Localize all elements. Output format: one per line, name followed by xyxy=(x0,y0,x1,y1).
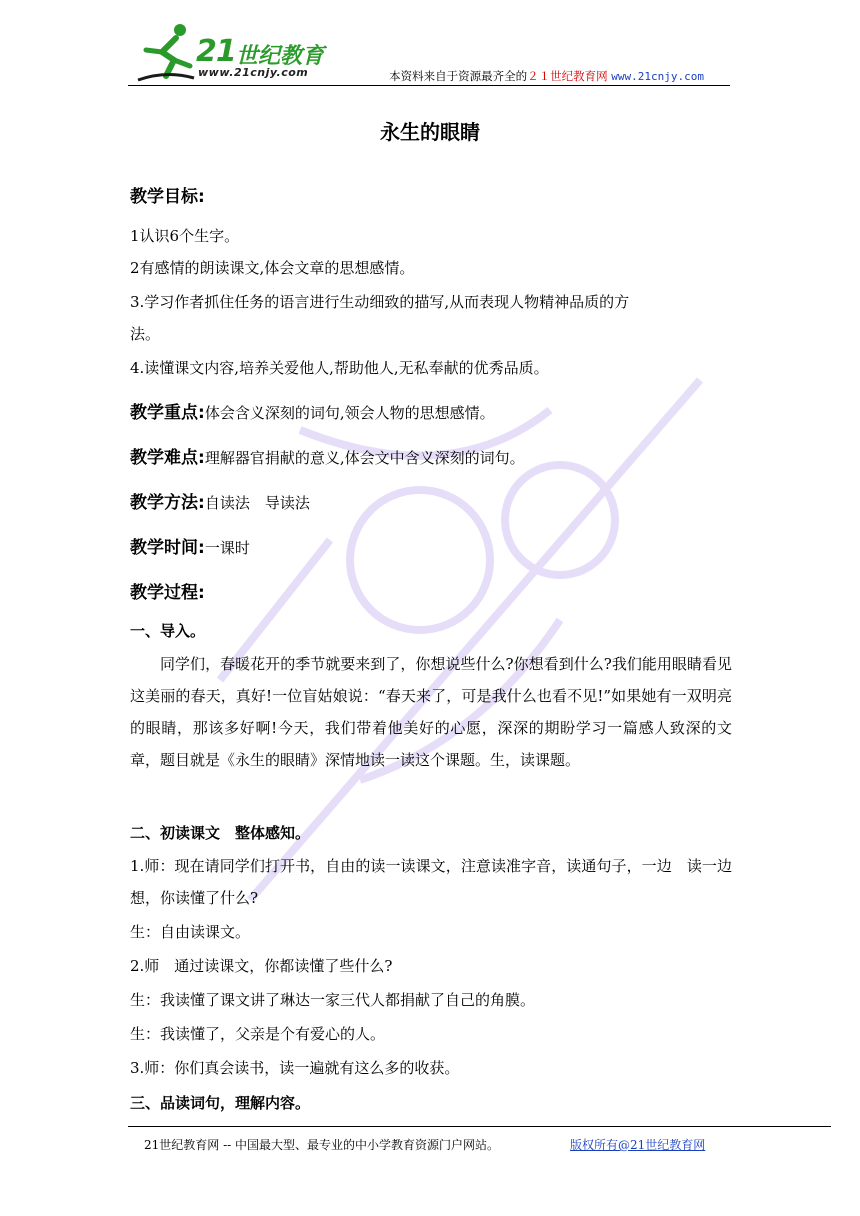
objective-item: 4.读懂课文内容,培养关爱他人,帮助他人,无私奉献的优秀品质。 xyxy=(130,359,549,377)
header-url-link[interactable]: www.21cnjy.com xyxy=(611,70,704,83)
dialogue-line: 生：我读懂了课文讲了琳达一家三代人都捐献了自己的角膜。 xyxy=(130,991,536,1009)
dialogue-line: 3.师：你们真会读书，读一遍就有这么多的收获。 xyxy=(130,1059,460,1077)
copyright-link[interactable]: 版权所有@21世纪教育网 xyxy=(570,1138,706,1152)
difficulties-text: 理解器官捐献的意义,体会文中含义深刻的词句。 xyxy=(204,449,525,467)
objective-item: 法。 xyxy=(130,325,161,343)
section-3-title: 三、品读词句，理解内容。 xyxy=(130,1094,311,1112)
footer-text: 21世纪教育网 -- 中国最大型、最专业的中小学教育资源门户网站。 xyxy=(144,1138,500,1152)
key-points-row xyxy=(130,398,495,423)
objectives-heading: 教学目标: xyxy=(130,187,205,207)
runner-icon xyxy=(136,22,196,84)
objective-item: 2有感情的朗读课文,体会文章的思想感情。 xyxy=(130,259,415,277)
footer-divider xyxy=(128,1126,831,1127)
header-note-prefix: 本资料来自于资源最齐全的 xyxy=(389,69,528,83)
page-header xyxy=(128,22,730,86)
methods-row xyxy=(130,488,310,513)
section-1-paragraph: 同学们，春暖花开的季节就要来到了，你想说些什么?你想看到什么?我们能用眼睛看见这美丽的春天，真好!一位盲姑娘说：“春天来了，可是我什么也看不见!”如果她有一双明亮的眼睛，那该多好啊!今天，我们带着他美好的心愿，深深的期盼学习一篇感人致深的文章，题目就是《永生的眼睛》深情地读一读这个课题。生，读课题。 xyxy=(130,655,732,769)
time-label: 教学时间: xyxy=(130,538,205,558)
header-brand: ２１世纪教育网 xyxy=(527,69,608,83)
site-logo xyxy=(136,22,346,84)
dialogue-line: 2.师 通过读课文，你都读懂了些什么? xyxy=(130,957,393,975)
key-points-text: 体会含义深刻的词句,领会人物的思想感情。 xyxy=(204,404,495,422)
difficulties-label: 教学难点: xyxy=(130,448,205,468)
dialogue-line: 生：自由读课文。 xyxy=(130,923,251,941)
logo-number: 21 xyxy=(196,34,236,69)
objective-item: 1认识6个生字。 xyxy=(130,227,240,245)
section-2-title: 二、初读课文 整体感知。 xyxy=(130,824,311,842)
logo-url: www.21cnjy.com xyxy=(198,66,309,79)
section-2-question-1: 1.师：现在请同学们打开书，自由的读一读课文，注意读准字音，读通句子，一边 读一边想，你读懂了什么? xyxy=(130,857,732,907)
logo-chinese: 世纪教育 xyxy=(236,44,325,69)
objective-item: 3.学习作者抓住任务的语言进行生动细致的描写,从而表现人物精神品质的方 xyxy=(130,293,630,311)
time-text: 一课时 xyxy=(204,539,250,557)
difficulties-row xyxy=(130,443,525,468)
key-points-label: 教学重点: xyxy=(130,403,205,423)
process-heading: 教学过程: xyxy=(130,583,205,603)
methods-label: 教学方法: xyxy=(130,493,205,513)
methods-text: 自读法 导读法 xyxy=(204,494,310,512)
time-row xyxy=(130,533,250,558)
page-title: 永生的眼睛 xyxy=(380,120,480,144)
header-divider xyxy=(128,85,730,86)
section-1-title: 一、导入。 xyxy=(130,622,206,640)
header-note xyxy=(389,68,704,84)
dialogue-line: 生：我读懂了，父亲是个有爱心的人。 xyxy=(130,1025,386,1043)
